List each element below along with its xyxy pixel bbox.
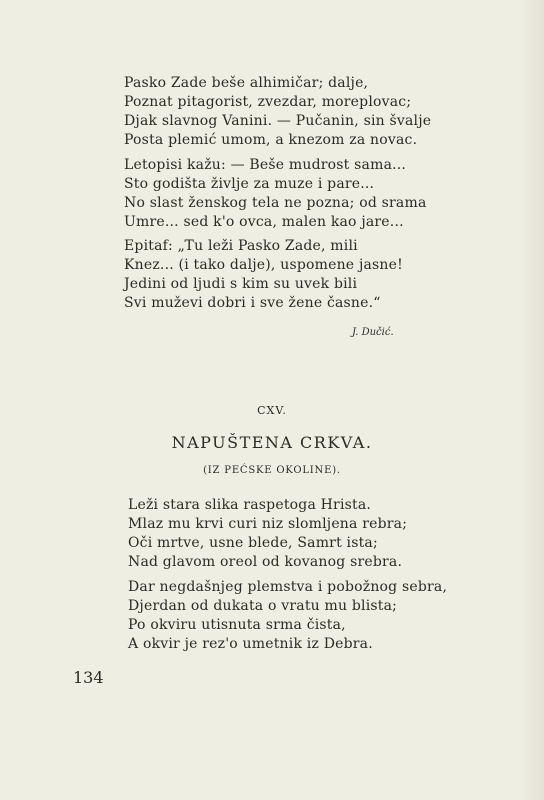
verse-line: Djak slavnog Vanini. — Pučanin, sin švalje <box>124 113 432 129</box>
page-edge-shadow <box>520 0 544 800</box>
verse-line: Knez... (i tako dalje), uspomene jasne! <box>124 257 403 273</box>
verse-line: Jedini od ljudi s kim su uvek bili <box>124 276 358 292</box>
verse-line: Svi muževi dobri i sve žene časne.“ <box>124 295 381 311</box>
verse-line: Djerdan od dukata o vratu mu blista; <box>128 598 398 614</box>
poem-number: CXV. <box>257 404 287 417</box>
verse-line: Epitaf: „Tu leži Pasko Zade, mili <box>124 238 358 254</box>
verse-line: Posta plemić umom, a knezom za novac. <box>124 132 418 148</box>
verse-line: Oči mrtve, usne blede, Samrt ista; <box>128 535 378 551</box>
verse-line: Sto godišta življe za muze i pare... <box>124 176 375 192</box>
verse-line: Dar negdašnjeg plemstva i pobožnog sebra, <box>128 579 448 595</box>
verse-line: No slast ženskog tela ne pozna; od srama <box>124 195 427 211</box>
verse-line: Leži stara slika raspetoga Hrista. <box>128 497 372 513</box>
verse-line: Poznat pitagorist, zvezdar, moreplovac; <box>124 94 412 110</box>
author-signature: J. Dučić. <box>352 327 394 338</box>
verse-line: A okvir je rez'o umetnik iz Debra. <box>128 636 373 652</box>
verse-line: Po okviru utisnuta srma čista, <box>128 617 346 633</box>
verse-line: Mlaz mu krvi curi niz slomljena rebra; <box>128 516 408 532</box>
verse-line: Pasko Zade beše alhimičar; dalje, <box>124 75 369 91</box>
page-number: 134 <box>73 668 104 687</box>
poem-title: NAPUŠTENA CRKVA. <box>171 433 373 452</box>
verse-line: Nad glavom oreol od kovanog srebra. <box>128 554 403 570</box>
verse-line: Umre... sed k'o ovca, malen kao jare... <box>124 214 404 230</box>
poem-subtitle: (IZ PEĆSKE OKOLINE). <box>203 465 341 476</box>
verse-line: Letopisi kažu: — Beše mudrost sama... <box>124 157 407 173</box>
